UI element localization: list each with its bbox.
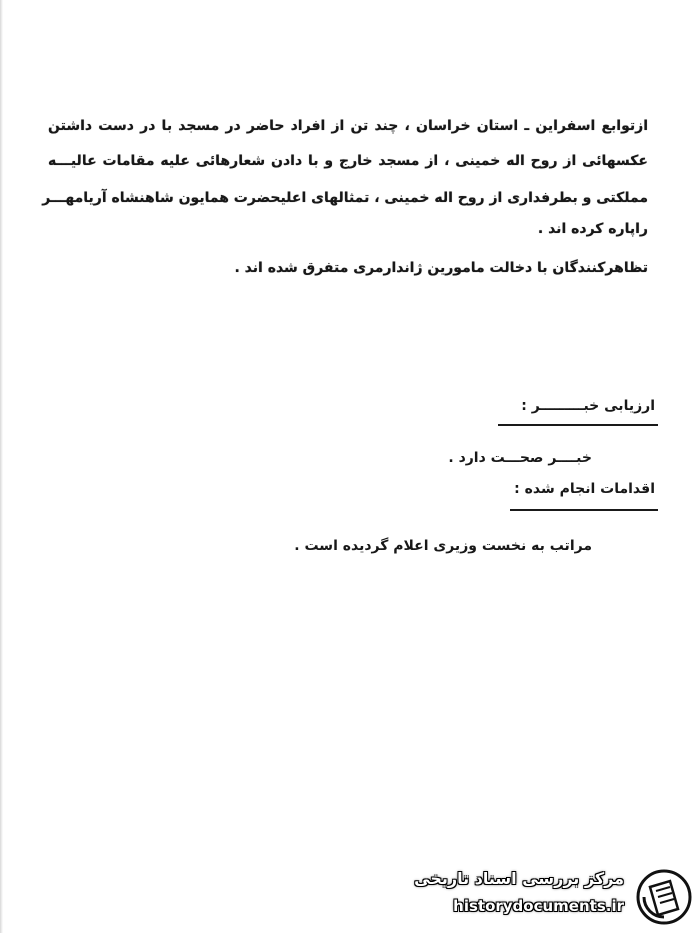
actions-heading: اقدامات انجام شده : bbox=[514, 481, 655, 497]
paragraph-line-4: راپاره کرده اند . bbox=[537, 221, 648, 237]
paragraph-line-1: ازتوابع اسفراین ـ استان خراسان ، چند تن از افراد حاضر در مسجد با در دست داشتن bbox=[48, 118, 648, 134]
evaluation-heading-underline bbox=[498, 424, 658, 426]
paragraph-line-5: تظاهرکنندگان با دخالت مامورین ژاندارمری متفرق شده اند . bbox=[234, 260, 648, 276]
evaluation-heading: ارزیابی خبـــــــــر : bbox=[521, 398, 655, 414]
watermark-org-name: مرکز بررسی اسناد تاریخی bbox=[414, 869, 624, 888]
watermark bbox=[402, 867, 692, 927]
scan-edge bbox=[0, 0, 3, 933]
actions-heading-underline bbox=[510, 509, 658, 511]
evaluation-text: خبــــر صحـــت دارد . bbox=[448, 450, 592, 466]
paragraph-line-2: عکسهائی از روح اله خمینی ، از مسجد خارج و با دادن شعارهائی علیه مقامات عالیـــه bbox=[48, 153, 648, 169]
paragraph-line-3: مملکتی و بطرفداری از روح اله خمینی ، تمثالهای اعلیحضرت همایون شاهنشاه آریامهـــر bbox=[42, 190, 648, 206]
actions-text: مراتب به نخست وزیری اعلام گردیده است . bbox=[294, 538, 592, 554]
document-emblem-icon bbox=[636, 869, 692, 925]
watermark-website: historydocuments.ir bbox=[453, 897, 624, 915]
